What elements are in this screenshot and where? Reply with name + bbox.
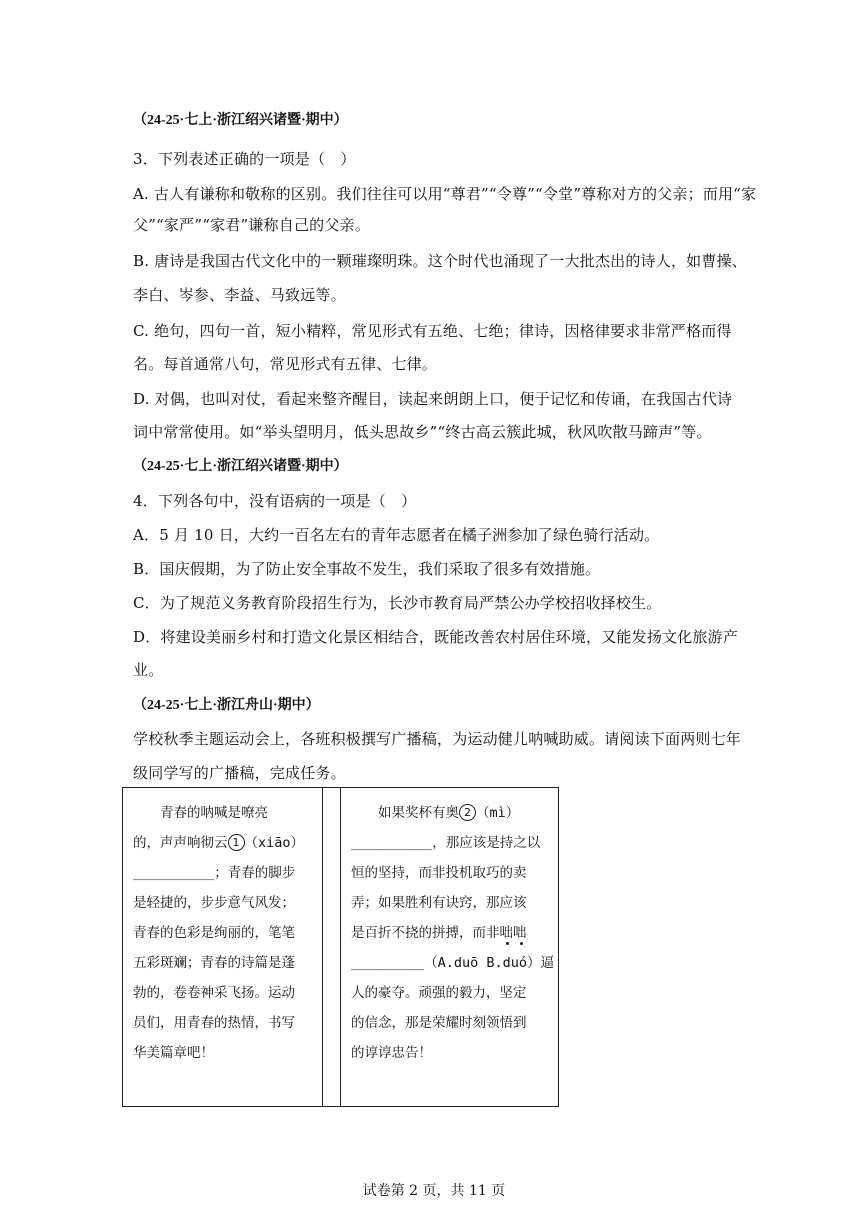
- question-3-stem: 3．下列表述正确的一项是（ ）: [133, 150, 356, 168]
- q4-option-a: A．5 月 10 日，大约一百名左右的青年志愿者在橘子洲参加了绿色骑行活动。: [133, 526, 660, 544]
- q4-option-c: C．为了规范义务教育阶段招生行为，长沙市教育局严禁公办学校招收择校生。: [133, 594, 662, 612]
- right-line-5: 是百折不挠的拼搏，而非咄咄: [351, 918, 558, 948]
- left-line-6: 五彩斑斓；青春的诗篇是蓬: [133, 955, 295, 971]
- right-line-9: 的谆谆忠告！: [351, 1045, 432, 1061]
- q3-option-b-line2: 李白、岑参、李益、马致远等。: [133, 286, 346, 304]
- broadcast-scripts-table: [122, 787, 559, 1107]
- right-line-4: 弄；如果胜利有诀窍，那应该: [351, 895, 527, 911]
- broadcast-script-left: [123, 788, 323, 1107]
- right-line-8: 的信念，那是荣耀时刻领悟到: [351, 1015, 527, 1031]
- emphasized-word: 咄咄: [500, 925, 527, 941]
- left-line-8: 员们，用青春的热情，书写: [133, 1015, 295, 1031]
- left-line-9: 华美篇章吧！: [133, 1045, 214, 1061]
- table-divider-column: [323, 788, 341, 1107]
- q3-option-d-line2: 词中常常使用。如“举头望明月，低头思故乡”“终古高云簇此城，秋风吹散马蹄声”等。: [133, 423, 712, 441]
- left-line-2: 的，声声响彻云 1 （xiāo）: [133, 835, 305, 851]
- left-line-7: 勃的，卷卷神采飞扬。运动: [133, 985, 295, 1001]
- q3-option-a-line2: 父”“家严”“家君”谦称自己的父亲。: [133, 216, 370, 234]
- right-line-1: 如果奖杯有奥 2 （mì）: [378, 805, 520, 821]
- q3-option-d-line1: D. 对偶，也叫对仗，看起来整齐醒目，读起来朗朗上口，便于记忆和传诵，在我国古代诗: [133, 390, 733, 408]
- question-4-stem: 4．下列各句中，没有语病的一项是（ ）: [133, 492, 417, 510]
- q3-option-c-line1: C. 绝句，四句一首，短小精粹，常见形式有五绝、七绝；律诗，因格律要求非常严格而得: [133, 322, 732, 340]
- broadcast-script-right: [341, 788, 559, 1107]
- left-line-4: 是轻捷的，步步意气风发；: [133, 895, 295, 911]
- q4-option-d-line2: 业。: [133, 661, 164, 679]
- right-line-6: _________（A.duō B.duó）逼: [351, 955, 555, 971]
- left-line-5: 青春的色彩是绚丽的，笔笔: [133, 925, 295, 941]
- q5-intro-line2: 级同学写的广播稿，完成任务。: [133, 764, 346, 782]
- q4-option-d-line1: D．将建设美丽乡村和打造文化景区相结合，既能改善农村居住环境，又能发扬文化旅游产: [133, 628, 739, 646]
- section-source: （24-25·七上·浙江舟山·期中）: [133, 698, 320, 713]
- q5-intro-line1: 学校秋季主题运动会上，各班积极撰写广播稿，为运动健儿呐喊助威。请阅读下面两则七年: [133, 730, 742, 748]
- section-source: （24-25·七上·浙江绍兴诸暨·期中）: [133, 113, 348, 128]
- right-line-2: __________，那应该是持之以: [351, 835, 541, 851]
- left-line-1: 青春的呐喊是嘹亮: [160, 805, 268, 821]
- q3-option-b-line1: B. 唐诗是我国古代文化中的一颗璀璨明珠。这个时代也涌现了一大批杰出的诗人，如曹操、: [133, 252, 747, 270]
- right-line-7: 人的豪夺。顽强的毅力，坚定: [351, 985, 527, 1001]
- q3-option-a-line1: A. 古人有谦称和敬称的区别。我们往往可以用“尊君”“令尊”“令堂”尊称对方的父亲；而用“家: [133, 185, 757, 203]
- q3-option-c-line2: 名。每首通常八句，常见形式有五律、七律。: [133, 355, 438, 373]
- q4-option-b: B．国庆假期，为了防止安全事故不发生，我们采取了很多有效措施。: [133, 560, 601, 578]
- section-source: （24-25·七上·浙江绍兴诸暨·期中）: [133, 459, 348, 474]
- page-footer: 试卷第 2 页，共 11 页: [362, 1183, 506, 1199]
- left-line-3: __________；青春的脚步: [133, 865, 296, 881]
- right-line-3: 恒的坚持，而非投机取巧的卖: [351, 865, 527, 881]
- blank-number-1: 1: [228, 834, 245, 851]
- blank-number-2: 2: [459, 804, 476, 821]
